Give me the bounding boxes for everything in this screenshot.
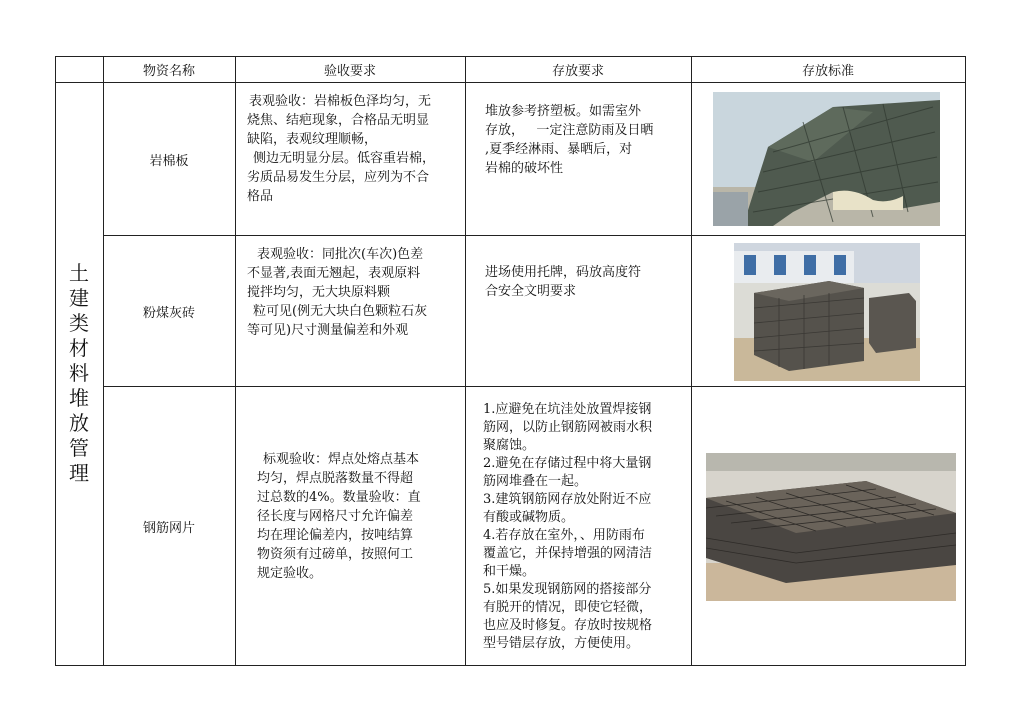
category-char: 建 xyxy=(69,286,89,310)
text-line: 物资须有过磅单，按照何工 xyxy=(257,547,414,562)
text-line: 侧边无明显分层。低容重岩棉， xyxy=(253,151,436,166)
text-line: 岩棉的破坏性 xyxy=(485,161,564,176)
col-divider-2 xyxy=(235,56,236,666)
text-line: 规定验收。 xyxy=(257,566,323,581)
material-name-fly-ash-brick: 粉煤灰砖 xyxy=(142,305,195,321)
storage-standards-table xyxy=(55,56,966,666)
wrapped-rock-wool-stack-photo xyxy=(713,92,940,226)
category-char: 类 xyxy=(69,311,89,335)
text-line: 均在理论偏差内，按吨结算 xyxy=(257,528,414,543)
text-line: 格品 xyxy=(247,189,274,204)
text-line: 存放， 一定注意防雨及日晒 xyxy=(485,123,654,138)
header-acceptance: 验收要求 xyxy=(323,63,376,79)
category-char: 料 xyxy=(69,361,89,385)
table-border-right xyxy=(965,56,966,666)
header-storage-std: 存放标准 xyxy=(801,63,854,79)
text-line: 表观验收：岩棉板色泽均匀，无 xyxy=(249,94,432,109)
col-divider-3 xyxy=(465,56,466,666)
text-line: 有脱开的情况，即使它轻微， xyxy=(483,600,653,615)
category-char: 堆 xyxy=(69,386,89,410)
category-label xyxy=(55,82,103,665)
storage-fly-ash-brick xyxy=(485,263,685,301)
storage-steel-mesh xyxy=(483,401,689,653)
text-line: 径长度与网格尺寸允许偏差 xyxy=(257,509,414,524)
header-storage-req: 存放要求 xyxy=(551,63,604,79)
text-line: 3.建筑钢筋网存放处附近不应 xyxy=(483,492,652,507)
material-name-steel-mesh: 钢筋网片 xyxy=(142,520,195,536)
text-line: 均匀，焊点脱落数量不得超 xyxy=(257,471,414,486)
storage-rock-wool xyxy=(485,102,685,178)
text-line: 覆盖它，并保持增强的网清洁 xyxy=(483,546,653,561)
category-char: 管 xyxy=(69,436,89,460)
text-line: 筋网堆叠在一起。 xyxy=(483,474,588,489)
brick-pallet-stack-photo xyxy=(734,243,920,381)
text-line: 有酸或碱物质。 xyxy=(483,510,575,525)
text-line: 不显著,表面无翘起，表观原料 xyxy=(247,266,421,281)
text-line: 劣质品易发生分层，应列为不合 xyxy=(247,170,430,185)
text-line: 搅拌均匀，无大块原料颗 xyxy=(247,285,391,300)
category-char: 理 xyxy=(69,461,89,485)
text-line: 堆放参考挤塑板。如需室外 xyxy=(485,104,642,119)
steel-mesh-stack-photo xyxy=(706,453,956,601)
text-line: 4.若存放在室外，、用防雨布 xyxy=(483,528,645,543)
text-line: 粒可见(例无大块白色颗粒石灰 xyxy=(253,304,428,319)
header-material-name: 物资名称 xyxy=(142,63,195,79)
category-char: 材 xyxy=(69,336,89,360)
text-line: 型号错层存放，方便使用。 xyxy=(483,636,640,651)
text-line: ,夏季经淋雨、暴晒后，对 xyxy=(485,142,633,157)
text-line: 筋网，以防止钢筋网被雨水积 xyxy=(483,420,653,435)
acceptance-fly-ash-brick xyxy=(247,245,461,340)
text-line: 2.避免在存储过程中将大量钢 xyxy=(483,456,652,471)
text-line: 合安全文明要求 xyxy=(485,284,577,299)
col-divider-4 xyxy=(691,56,692,666)
text-line: 过总数的4%。数量验收：直 xyxy=(257,490,421,505)
text-line: 烧焦、结疤现象，合格品无明显 xyxy=(247,113,430,128)
text-line: 聚腐蚀。 xyxy=(483,438,536,453)
table-border-bottom xyxy=(55,665,966,666)
category-char: 放 xyxy=(69,411,89,435)
header-blank xyxy=(55,56,103,82)
material-name-rock-wool: 岩棉板 xyxy=(149,153,189,169)
text-line: 等可见)尺寸测量偏差和外观 xyxy=(247,323,409,338)
acceptance-rock-wool xyxy=(247,92,461,206)
text-line: 5.如果发现钢筋网的搭接部分 xyxy=(483,582,652,597)
text-line: 也应及时修复。存放时按规格 xyxy=(483,618,653,633)
category-char: 土 xyxy=(69,261,89,285)
text-line: 进场使用托牌，码放高度符 xyxy=(485,265,642,280)
text-line: 表观验收：同批次(车次)色差 xyxy=(257,247,424,262)
text-line: 1.应避免在坑洼处放置焊接钢 xyxy=(483,402,652,417)
text-line: 和干燥。 xyxy=(483,564,536,579)
acceptance-steel-mesh xyxy=(257,450,461,583)
text-line: 缺陷，表观纹理顺畅， xyxy=(247,132,378,147)
text-line: 标观验收：焊点处熔点基本 xyxy=(263,452,420,467)
